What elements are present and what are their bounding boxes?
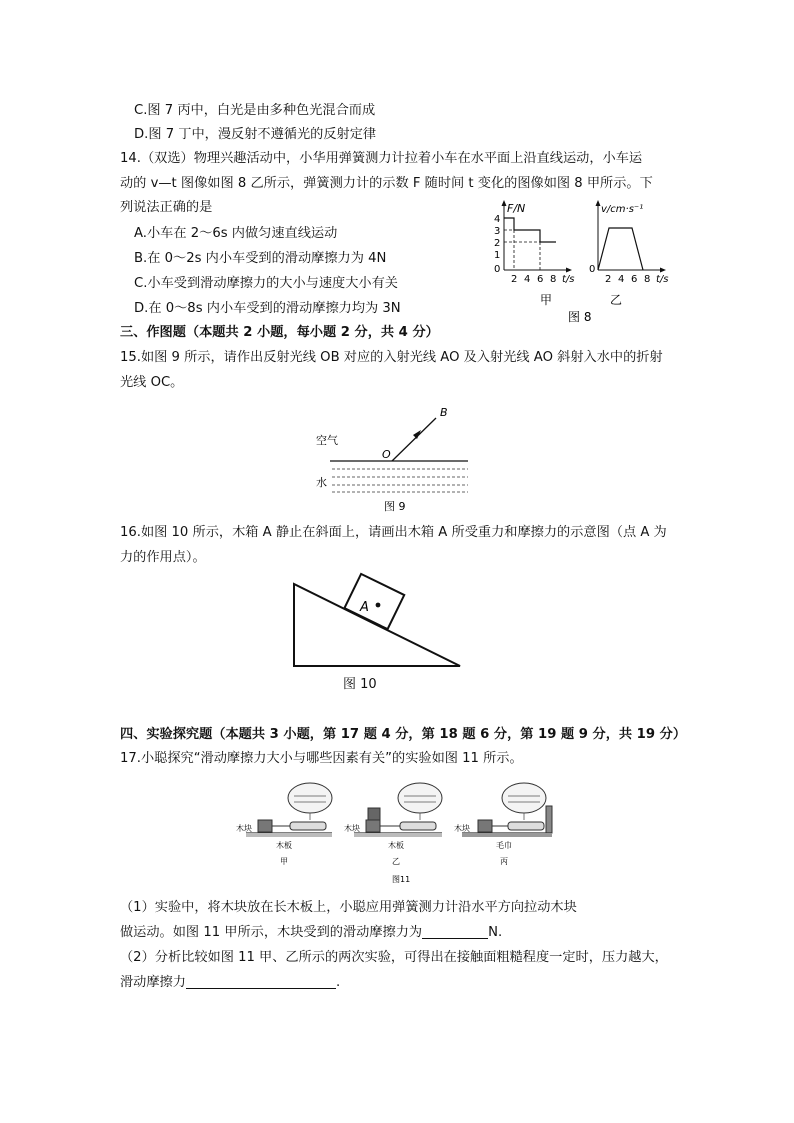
yi-spring-scale bbox=[400, 822, 436, 830]
figure-9-caption: 图 9 bbox=[384, 500, 406, 513]
section-4-heading: 四、实验探究题（本题共 3 小题，第 17 题 4 分，第 18 题 6 分，第 19 题 9 分，共 19 分） bbox=[120, 727, 687, 742]
yi-block bbox=[366, 820, 380, 832]
point-a bbox=[376, 603, 381, 608]
yi-xtick-2: 2 bbox=[605, 274, 612, 285]
jia-label: 甲 bbox=[540, 293, 553, 307]
yi-xtick-4: 4 bbox=[618, 274, 625, 285]
graph-jia bbox=[494, 200, 575, 307]
yi-ylabel: v/cm·s⁻¹ bbox=[601, 204, 644, 215]
q13-option-c: C.图 7 丙中，白光是由多种色光混合而成 bbox=[134, 103, 376, 118]
bing-spring-scale bbox=[508, 822, 544, 830]
figure-10 bbox=[288, 570, 468, 670]
yi-board-label: 木板 bbox=[388, 841, 404, 850]
experiment-yi bbox=[344, 783, 442, 866]
q17-sub2-line1: （2）分析比较如图 11 甲、乙所示的两次实验，可得出在接触面粗糙程度一定时，压力越大， bbox=[120, 950, 668, 965]
jia-ytick-2: 2 bbox=[494, 238, 501, 249]
experiment-jia bbox=[236, 783, 332, 866]
figure-11 bbox=[232, 776, 562, 888]
air-label: 空气 bbox=[316, 434, 338, 447]
yi-v-curve bbox=[598, 228, 643, 270]
label-o: O bbox=[382, 448, 391, 461]
q13-option-d: D.图 7 丁中，漫反射不遵循光的反射定律 bbox=[134, 127, 377, 142]
jia-xtick-8: 8 bbox=[550, 274, 557, 285]
q14-stem-line1: 14.（双选）物理兴趣活动中，小华用弹簧测力计拉着小车在水平面上沿直线运动，小车运 bbox=[120, 151, 643, 166]
yi-xtick-6: 6 bbox=[631, 274, 638, 285]
experiment-bing bbox=[454, 783, 552, 866]
jia-origin: 0 bbox=[494, 264, 501, 275]
q17-sub1-line1: （1）实验中，将木块放在长木板上，小聪应用弹簧测力计沿水平方向拉动木块 bbox=[120, 900, 577, 915]
jia-label: 甲 bbox=[280, 857, 288, 866]
graph-yi bbox=[589, 200, 669, 307]
q17-sub1-unit: N. bbox=[488, 925, 503, 940]
figure-8 bbox=[490, 196, 675, 328]
label-a: A bbox=[360, 600, 369, 615]
water-label: 水 bbox=[316, 476, 327, 489]
jia-xtick-2: 2 bbox=[511, 274, 518, 285]
jia-xtick-6: 6 bbox=[537, 274, 544, 285]
jia-block bbox=[258, 820, 272, 832]
reflected-ray-ob bbox=[392, 418, 436, 461]
q14-option-d: D.在 0～8s 内小车受到的滑动摩擦力均为 3N bbox=[134, 301, 401, 316]
yi-xtick-8: 8 bbox=[644, 274, 651, 285]
q14-option-b: B.在 0～2s 内小车受到的滑动摩擦力为 4N bbox=[134, 251, 387, 266]
q16-line2: 力的作用点）。 bbox=[120, 550, 206, 565]
yi-origin: 0 bbox=[589, 264, 596, 275]
q17-sub2-end: . bbox=[335, 975, 341, 990]
q15-line1: 15.如图 9 所示，请作出反射光线 OB 对应的入射光线 AO 及入射光线 AO 斜射入水中的折射 bbox=[120, 350, 663, 365]
jia-spring-scale bbox=[290, 822, 326, 830]
jia-ytick-1: 1 bbox=[494, 250, 501, 261]
bing-block bbox=[478, 820, 492, 832]
q14-stem-line3: 列说法正确的是 bbox=[120, 200, 213, 215]
q17-answer-blank-1[interactable] bbox=[422, 924, 488, 939]
section-3-heading: 三、作图题（本题共 2 小题，每小题 2 分，共 4 分） bbox=[120, 325, 439, 340]
yi-xlabel: t/s bbox=[656, 274, 669, 285]
figure-8-caption: 图 8 bbox=[568, 310, 592, 324]
q14-option-c: C.小车受到滑动摩擦力的大小与速度大小有关 bbox=[134, 276, 398, 291]
label-b: B bbox=[440, 406, 448, 419]
bing-label: 丙 bbox=[500, 857, 508, 866]
q17-sub2-text: 滑动摩擦力 bbox=[120, 975, 186, 990]
wooden-box-a bbox=[344, 574, 404, 629]
jia-ytick-3: 3 bbox=[494, 226, 501, 237]
yi-label: 乙 bbox=[610, 293, 623, 307]
jia-xtick-4: 4 bbox=[524, 274, 531, 285]
figure-9 bbox=[310, 400, 480, 516]
jia-xlabel: t/s bbox=[562, 274, 575, 285]
q16-line1: 16.如图 10 所示，木箱 A 静止在斜面上，请画出木箱 A 所受重力和摩擦力的示意图（点 A 为 bbox=[120, 525, 667, 540]
yi-label: 乙 bbox=[392, 857, 400, 866]
jia-ytick-4: 4 bbox=[494, 214, 501, 225]
bing-towel-label: 毛巾 bbox=[496, 841, 512, 850]
q14-stem-line2: 动的 v—t 图像如图 8 乙所示，弹簧测力计的示数 F 随时间 t 变化的图像如图 8 甲所示。下 bbox=[120, 176, 653, 191]
q17-answer-blank-2[interactable] bbox=[186, 974, 336, 989]
yi-block-label: 木块 bbox=[344, 824, 360, 833]
bing-block-label: 木块 bbox=[454, 824, 470, 833]
jia-board-label: 木板 bbox=[276, 841, 292, 850]
q17-sub1-text: 做运动。如图 11 甲所示，木块受到的滑动摩擦力为 bbox=[120, 925, 423, 940]
q15-line2: 光线 OC。 bbox=[120, 375, 184, 390]
q14-option-a: A.小车在 2～6s 内做匀速直线运动 bbox=[134, 226, 338, 241]
q17-sub2-line2 bbox=[120, 974, 340, 992]
bing-wall bbox=[546, 806, 552, 833]
jia-block-label: 木块 bbox=[236, 824, 252, 833]
q17-sub1-line2 bbox=[120, 924, 502, 942]
q17-line1: 17.小聪探究“滑动摩擦力大小与哪些因素有关”的实验如图 11 所示。 bbox=[120, 751, 523, 766]
jia-ylabel: F/N bbox=[507, 202, 526, 215]
figure-10-caption: 图 10 bbox=[343, 677, 377, 692]
figure-11-caption: 图11 bbox=[392, 875, 411, 884]
yi-weight bbox=[368, 808, 380, 820]
